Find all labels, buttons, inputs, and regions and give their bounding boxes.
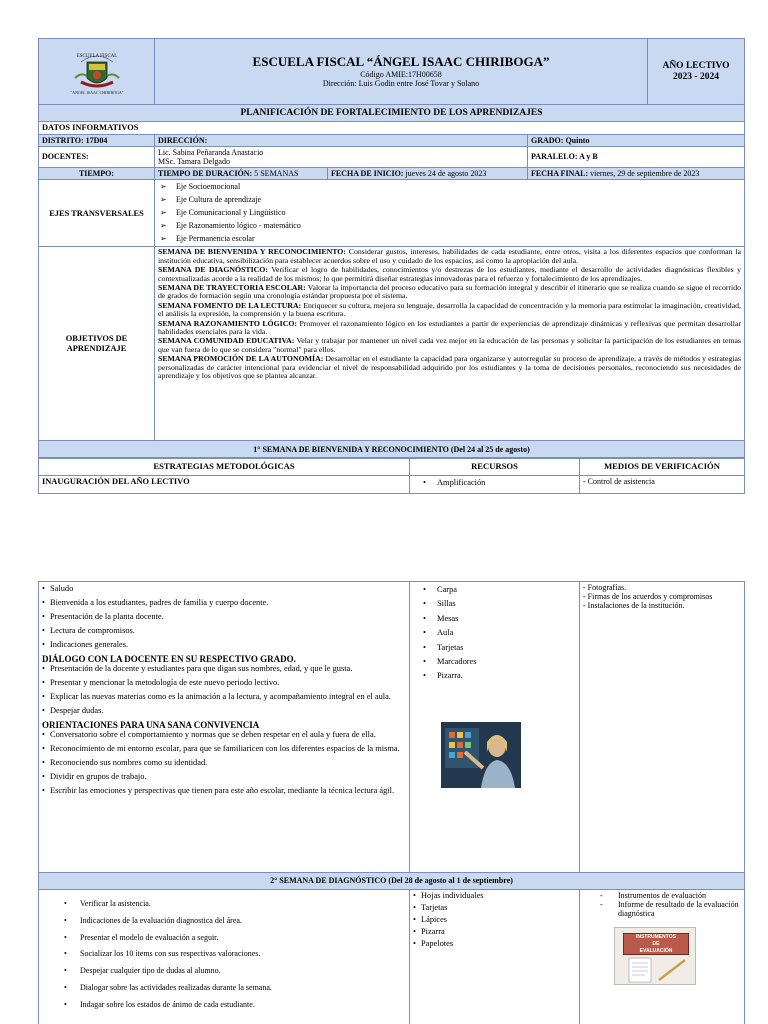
recursos-list	[413, 583, 576, 684]
estrategia-item: • Reconocimiento de mi entorno escolar, para que se familiaricen con los diferentes espacios de la misma.	[42, 744, 406, 755]
grado-value: Quinto	[565, 135, 590, 145]
estrategia-item: • Reconociendo sus nombres como su identidad.	[42, 758, 406, 769]
medio-item: - Instalaciones de la institución.	[583, 601, 685, 611]
recurso-list	[413, 477, 576, 489]
estrategia-item: • Conversatorio sobre el comportamiento y normas que se deben respetar en el aula y fuera de ella.	[42, 730, 406, 741]
week1-title: 1° SEMANA DE BIENVENIDA Y RECONOCIMIENTO (Del 24 al 25 de agosto)	[39, 441, 745, 458]
docente-1: Lic. Sabina Peñaranda Anastacio	[158, 147, 264, 157]
objetivo-text: Enriquecer su cultura, mejora su lenguaje, desarrolla la capacidad de concentración y la memoria para estimular la imaginación, creatividad, el análisis la expresión, la comprensión y la buena escritura.	[158, 300, 742, 319]
header-table	[38, 38, 745, 458]
estrategia-item: • Indicaciones generales.	[42, 640, 406, 651]
objetivo-text: Verificar el logro de habilidades, conocimientos y/o destrezas de los estudiantes, mediante el desarrollo de actividades diagnósticas flexibles y contextualizadas acorde a la realidad de los mismos; lo que permitirá diseñar estrategias innovadoras para el refuerzo y fortalecimiento de los aprendizajes.	[158, 265, 742, 283]
recurso-item: • Tarjetas	[413, 903, 576, 914]
objetivos-list	[155, 247, 745, 441]
estrategia-item: • Presentar y mencionar la metodología de este nuevo periodo lectivo.	[42, 678, 406, 689]
objetivo-item	[158, 355, 741, 380]
objetivo-text: Velar y trabajar por mantener un nivel cada vez mejor en la educación de las personas y solicitar la participación de los estudiantes en temas que van fuera de lo que se considera "normal" para ellos.	[158, 336, 742, 354]
recurso-item: • Pizarra.	[437, 669, 576, 683]
recurso-item: • Aula	[437, 626, 576, 640]
estrategias-list-a	[42, 584, 406, 651]
estrategia-item: • Despejar cualquier tipo de dudas al alumno.	[80, 963, 406, 980]
recurso-item: • Marcadores	[437, 655, 576, 669]
school-logo	[42, 48, 151, 96]
distrito: DISTRITO: 17D04	[39, 134, 155, 146]
recurso-item: • Lápices	[413, 915, 576, 926]
estrategia-item: • Presentación de la planta docente.	[42, 612, 406, 623]
estrategia-item: • Escribir las emociones y perspectivas que tienen para este año escolar, mediante la técnica lectura ágil.	[42, 786, 406, 797]
estrategia-item: • Explicar las nuevas materias como es la animación a la lectura, y acompañamiento integral en el aula.	[42, 692, 406, 703]
eje-item: ➢ Eje Cultura de aprendizaje	[176, 194, 741, 207]
inicio-value: jueves 24 de agosto 2023	[405, 169, 487, 179]
inauguracion-title: INAUGURACIÓN DEL AÑO LECTIVO	[39, 476, 410, 494]
recurso-item: • Pizarra	[413, 927, 576, 938]
instrumentos-image	[614, 927, 696, 985]
docentes-names	[155, 146, 528, 167]
inicio-label: FECHA DE INICIO:	[331, 169, 404, 179]
final-value: viernes, 29 de septiembre de 2023	[590, 169, 700, 179]
col-medios: MEDIOS DE VERIFICACIÓN	[580, 459, 745, 476]
recurso-cell	[410, 476, 580, 494]
convivencia-heading: ORIENTACIONES PARA UNA SANA CONVIVENCIA	[42, 719, 260, 730]
tiempo-label: TIEMPO:	[39, 168, 155, 180]
week1-table-continued	[38, 581, 745, 1024]
svg-text:ESCUELA FISCAL: ESCUELA FISCAL	[76, 53, 117, 59]
objetivo-item	[158, 302, 741, 319]
ejes-list	[158, 181, 741, 245]
estrategia-item: • Lectura de compromisos.	[42, 626, 406, 637]
planning-sheet-page-2	[38, 581, 744, 1024]
docente-2: MSc. Tamara Delgado	[158, 157, 230, 167]
week1-estrategias-cell	[39, 582, 410, 873]
instrumentos-banner-line: DE	[652, 940, 660, 947]
recurso-item: • Tarjetas	[437, 641, 576, 655]
datos-informativos-label: DATOS INFORMATIVOS	[39, 122, 745, 135]
svg-text:"ANGEL ISAAC CHIRIBOGA": "ANGEL ISAAC CHIRIBOGA"	[70, 89, 123, 95]
objetivo-title: SEMANA FOMENTO DE LA LECTURA:	[158, 300, 302, 310]
duracion-value: 5 SEMANAS	[254, 169, 299, 179]
objetivo-item	[158, 320, 741, 337]
school-year-cell	[648, 39, 745, 105]
inicio-cell	[328, 168, 527, 179]
estrategia-item: • Socializar los 10 ítems con sus respectivas valoraciones.	[80, 946, 406, 963]
duracion-label: TIEMPO DE DURACIÓN:	[158, 169, 253, 179]
direccion: DIRECCIÓN:	[155, 134, 528, 146]
ejes-label: EJES TRANSVERSALES	[39, 180, 155, 247]
week2-estrategias-cell	[39, 890, 410, 1024]
estrategia-item: • Presentar el modelo de evaluación a seguir.	[80, 930, 406, 947]
estrategia-item: • Verificar la asistencia.	[80, 896, 406, 913]
medio-item: - Firmas de los acuerdos y compromisos	[583, 592, 713, 602]
school-address: Dirección: Luis Godin entre José Tovar y Solano	[322, 78, 480, 88]
estrategia-item: • Despejar dudas.	[42, 706, 406, 717]
estrategia-item: • Dialogar sobre las actividades realizadas durante la semana.	[80, 980, 406, 997]
eje-item: ➢ Eje Comunicacional y Lingüístico	[176, 207, 741, 220]
objetivo-text: Promover el razonamiento lógico en los estudiantes a partir de experiencias de aprendizaje dinámicas y reflexivas que permitan desarrollar habilidades esenciales para la vida.	[158, 318, 742, 337]
estrategia-item: • Indicaciones de la evaluación diagnostica del área.	[80, 913, 406, 930]
eje-item: ➢ Eje Razonamiento lógico - matemático	[176, 220, 741, 233]
medio-cell: - Control de asistencia	[580, 476, 745, 494]
recurso-item: • Hojas individuales	[413, 891, 576, 902]
medio-item: - Instrumentos de evaluación	[600, 891, 706, 900]
estrategia-item: • Saludo	[42, 584, 406, 595]
estrategias-list-b	[42, 664, 406, 717]
objetivo-title: SEMANA DE DIAGNÓSTICO:	[158, 265, 268, 275]
final-cell	[528, 168, 745, 180]
docentes-label: DOCENTES:	[39, 146, 155, 167]
ejes-list-cell	[155, 180, 745, 247]
medio-item: - Informe de resultado de la evaluación diagnóstica	[600, 900, 739, 919]
week2-medios-cell	[580, 890, 745, 1024]
week1-medios-cell	[580, 582, 745, 873]
week1-recursos-cell	[410, 582, 580, 873]
estrategia-item: • Presentación de la docente y estudiantes para que digan sus nombres, edad, y que le gusta.	[42, 664, 406, 675]
objetivo-title: SEMANA PROMOCIÓN DE LA AUTONOMÍA:	[158, 354, 324, 364]
medio-text: Informe de resultado de la evaluación diagnóstica	[618, 900, 739, 919]
dialogo-heading: DIÁLOGO CON LA DOCENTE EN SU RESPECTIVO GRADO.	[42, 653, 296, 664]
estrategias-list-c	[42, 730, 406, 797]
objetivo-item	[158, 248, 741, 265]
col-recursos: RECURSOS	[410, 459, 580, 476]
recurso-item: • Mesas	[437, 612, 576, 626]
objetivo-item	[158, 266, 741, 283]
week2-title: 2° SEMANA DE DIAGNÓSTICO (Del 28 de agosto al 1 de septiembre)	[39, 873, 745, 890]
objetivos-label: OBJETIVOS DE APRENDIZAJE	[39, 247, 155, 441]
eje-item: ➢ Eje Socioemocional	[176, 181, 741, 194]
objetivo-title: SEMANA DE BIENVENIDA Y RECONOCIMIENTO:	[158, 247, 346, 257]
recurso-item: • Sillas	[437, 597, 576, 611]
estrategia-item: • Dividir en grupos de trabajo.	[42, 772, 406, 783]
medio-text: Instrumentos de evaluación	[618, 891, 706, 900]
plan-title: PLANIFICACIÓN DE FORTALECIMIENTO DE LOS APRENDIZAJES	[39, 105, 745, 122]
school-year-label: AÑO LECTIVO	[662, 60, 730, 71]
objetivo-item	[158, 284, 741, 301]
final-label: FECHA FINAL:	[531, 169, 589, 179]
objetivo-text: Valorar la importancia del proceso educativo para su formación integral y describir el itinerario que se realiza cuando se sigue el recorrido de grados de formación según una cronología estándar propuesta por el sistema.	[158, 283, 742, 301]
amie-code: Código AMIE:17H00658	[360, 69, 442, 79]
estrategia-item: • Bienvenida a los estudiantes, padres de familia y cuerpo docente.	[42, 598, 406, 609]
grado-cell	[528, 134, 745, 146]
classroom-photo	[441, 722, 521, 788]
recurso-item: • Carpa	[437, 583, 576, 597]
grado-label: GRADO:	[531, 135, 564, 145]
instrumentos-banner-line: EVALUACIÓN	[639, 947, 673, 954]
paralelo: PARALELO: A y B	[528, 146, 745, 167]
planning-sheet-page-1	[38, 38, 744, 494]
col-estrategias: ESTRATEGIAS METODOLÓGICAS	[39, 459, 410, 476]
school-name: ESCUELA FISCAL “ÁNGEL ISAAC CHIRIBOGA”	[252, 53, 550, 69]
objetivo-title: SEMANA DE TRAYECTORIA ESCOLAR:	[158, 283, 306, 293]
objetivo-item	[158, 337, 741, 354]
objetivo-title: SEMANA COMUNIDAD EDUCATIVA:	[158, 336, 295, 346]
school-year-value: 2023 - 2024	[673, 71, 719, 82]
week2-estrategias-list	[42, 896, 406, 1014]
objetivo-text: Considerar gustos, intereses, habilidades de cada estudiante, entre otros, visita a los diferentes espacios que conforman la institución educativa, sensibilización para establecer acuerdos sobre el uso y cuidado de los espacios, así como la apropiación del aula.	[158, 247, 742, 265]
objetivo-text: Desarrollar en el estudiante la capacidad para organizarse y autorregular su proceso de aprendizaje, a través de métodos y estrategias personalizadas de carácter intencional para evidenciar el nivel de responsabilidad adquirido por los estudiantes y la toma de decisiones personales, reconociendo sus necesidades de aprendizaje y los objetivos que se plantea alcanzar.	[158, 354, 742, 381]
recurso-item: • Amplificación	[437, 477, 576, 489]
school-header-cell	[155, 39, 648, 105]
school-logo-cell	[39, 39, 155, 105]
medio-item: - Fotografías.	[583, 583, 627, 592]
objetivo-title: SEMANA RAZONAMIENTO LÓGICO:	[158, 318, 298, 328]
recurso-item: • Papelotes	[413, 939, 576, 950]
estrategia-item: • Indagar sobre los estados de ánimo de cada estudiante.	[80, 997, 406, 1014]
eje-item: ➢ Eje Permanencia escolar	[176, 233, 741, 246]
duracion-cell	[155, 168, 328, 179]
week2-recursos-list	[413, 891, 576, 950]
instrumentos-banner-line: INSTRUMENTOS	[636, 933, 676, 940]
week2-recursos-cell	[410, 890, 580, 1024]
tiempo-row	[155, 168, 528, 180]
week1-table-head	[38, 458, 745, 494]
